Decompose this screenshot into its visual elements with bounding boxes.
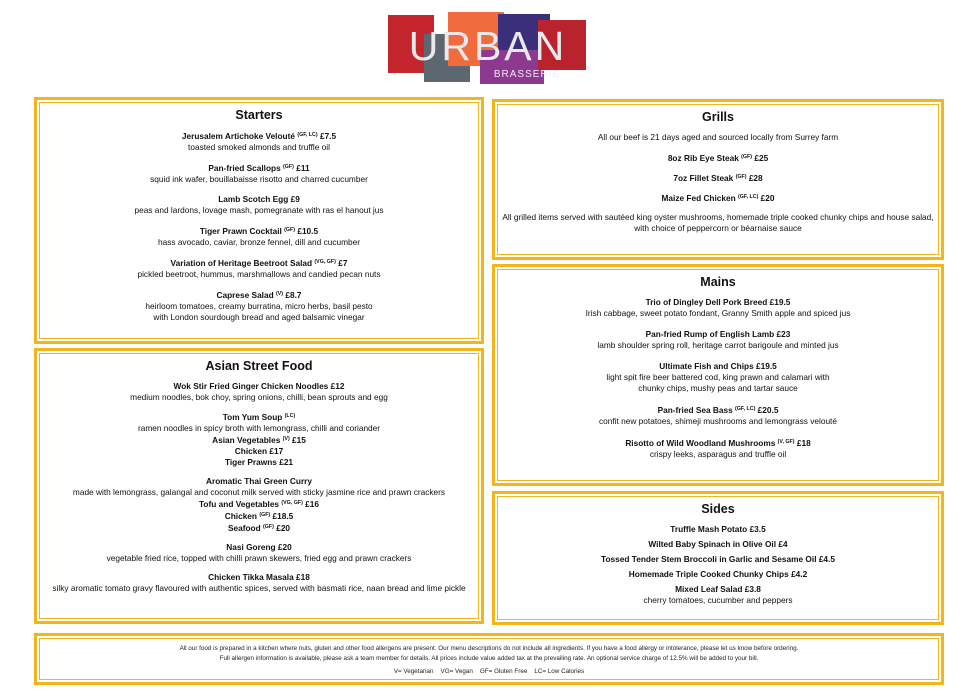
item-description: vegetable fried rice, topped with chilli prawn skewers, fried egg and prawn crackers [106,553,412,563]
item-name [40,542,478,553]
dish-price: £20 [276,523,291,533]
item-description: lamb shoulder spring roll, heritage carrot barigoule and minted jus [597,340,839,350]
starter-item [40,225,478,248]
item-name [40,446,478,457]
dish-name: Ultimate Fish and Chips [659,361,754,371]
item-name [498,437,938,449]
item-name [498,554,938,565]
grills-intro: All our beef is 21 days aged and sourced locally from Surrey farm [597,132,839,142]
dish-price: £20 [760,193,775,203]
item-name [498,404,938,416]
item-description: crispy leeks, asparagus and truffle oil [649,449,787,459]
dish-name: Tofu and Vegetables [198,499,280,509]
item-description: ramen noodles in spicy broth with lemongrass, chilli and coriander [137,423,381,433]
main-item [498,404,938,427]
dish-price: £7 [338,258,348,268]
dish-price: £9 [290,194,300,204]
item-name [40,162,478,174]
item-name [40,434,478,446]
item-name [498,569,938,580]
allergen-tags: (GF) [283,164,294,170]
side-item [498,524,938,535]
dish-price: £16 [305,499,320,509]
grills-section [492,99,944,260]
allergen-tags: (GF, LC) [297,132,318,138]
dish-name: Aromatic Thai Green Curry [205,476,313,486]
item-description: silky aromatic tomato gravy flavoured with authentic spices, served with basmati rice, naan bread and lime pickle [52,583,466,593]
item-description: peas and lardons, lovage mash, pomegranate with ras el hanout jus [134,205,384,215]
allergen-note-2: Full allergen information is available, please ask a team member for details. All prices include value added tax at the prevailing rate. An optional service charge of 12.5% will be added to your bill. [219,655,759,662]
item-name [498,524,938,535]
allergen-tags: (GF) [259,512,271,518]
grills-outro: All grilled items served with sautéed king oyster mushrooms, homemade triple cooked chunky chips and house salad, [502,212,934,222]
item-name [498,152,938,164]
main-item [498,361,938,394]
starter-item [40,194,478,216]
dish-price: £7.5 [319,131,337,141]
allergen-tags: (V, GF) [777,439,795,445]
grill-item [498,152,938,164]
starter-item [40,162,478,185]
dish-price: £4 [778,539,788,549]
item-name [40,225,478,237]
dish-price: £10.5 [297,226,319,236]
item-description: with London sourdough bread and aged balsamic vinegar [153,312,365,322]
dish-price: £18.5 [272,511,294,521]
starters-title: Starters [235,108,283,122]
dish-price: £4.5 [818,554,835,564]
mains-title: Mains [700,275,736,289]
allergen-tags: (LC) [284,413,296,419]
dish-name: Jerusalem Artichoke Velouté [181,131,296,141]
dish-name: Lamb Scotch Egg [218,194,289,204]
dish-name: Tom Yum Soup [222,412,283,422]
mains-section [492,264,944,486]
starter-item [40,257,478,280]
item-name [498,329,938,340]
dish-name: Risotto of Wild Woodland Mushrooms [625,438,776,448]
dish-name: Wok Stir Fried Ginger Chicken Noodles [173,381,329,391]
dish-name: Pan-fried Sea Bass [657,405,733,415]
dish-name: Variation of Heritage Beetroot Salad [170,258,313,268]
dish-price: £4.2 [791,569,808,579]
dish-name: Tossed Tender Stem Broccoli in Garlic and Sesame Oil [601,554,817,564]
dish-price: £28 [748,173,763,183]
sides-title: Sides [701,502,735,516]
allergen-tags: (GF) [735,174,747,180]
dish-name: Truffle Mash Potato [670,524,748,534]
dish-price: £3.8 [744,584,761,594]
dish-price: £8.7 [285,290,302,300]
item-name [40,411,478,423]
dish-price: £12 [330,381,345,391]
dish-price: £18 [796,438,811,448]
item-description: confit new potatoes, shimeji mushrooms and lemongrass velouté [599,416,837,426]
dish-price: £20.5 [757,405,779,415]
allergen-tags: (GF) [284,227,296,233]
item-description: made with lemongrass, galangal and coconut milk served with sticky jasmine rice and prawn crackers [72,487,446,497]
item-name [40,257,478,269]
item-description: squid ink wafer, bouillabaisse risotto and charred cucumber [150,174,368,184]
dish-name: Mixed Leaf Salad [675,584,743,594]
side-item [498,539,938,550]
grill-item [498,172,938,184]
dish-name: Tiger Prawns [224,457,277,467]
item-name [498,584,938,595]
starter-item [40,130,478,153]
dish-price: £20 [277,542,292,552]
item-name [40,572,478,583]
item-name [40,498,478,510]
dish-name: Asian Vegetables [212,435,281,445]
starter-item [40,289,478,323]
dish-name: Pan-fried Scallops [208,163,281,173]
item-name [40,194,478,205]
dish-name: Pan-fried Rump of English Lamb [645,329,775,339]
allergen-tags: (V) [282,436,290,442]
allergen-footer [34,633,944,685]
item-name [40,289,478,301]
item-name [498,172,938,184]
item-name [498,361,938,372]
item-name [498,297,938,308]
logo-subword: BRASSERIE [493,69,561,80]
dish-name: Homemade Triple Cooked Chunky Chips [628,569,789,579]
dish-price: £19.5 [769,297,791,307]
item-name [40,522,478,534]
dish-price: £18 [296,572,310,582]
allergen-tags: (V) [275,291,284,297]
dish-name: Nasi Goreng [226,542,276,552]
dish-name: Chicken [234,446,268,456]
dish-price: £23 [776,329,791,339]
dish-name: 7oz Fillet Steak [673,173,734,183]
grills-outro: with choice of peppercorn or béarnaise sauce [634,223,802,233]
item-name [498,539,938,550]
asian-item [40,411,478,468]
item-description: Irish cabbage, sweet potato fondant, Granny Smith apple and spiced jus [585,308,851,318]
side-item [498,554,938,565]
side-item [498,569,938,580]
item-description: chunky chips, mushy peas and tartar sauce [638,383,798,393]
dish-price: £17 [269,446,284,456]
allergen-tags: (GF, LC) [738,194,759,200]
dish-name: Trio of Dingley Dell Pork Breed [645,297,768,307]
grill-item [498,192,938,204]
main-item [498,329,938,351]
allergen-tags: (GF, LC) [735,406,756,412]
allergen-tags: (GF) [263,524,274,530]
dish-price: £15 [292,435,306,445]
dish-name: Maize Fed Chicken [661,193,736,203]
asian-item [40,542,478,564]
asian-street-food-section [34,348,484,624]
item-description: pickled beetroot, hummus, marshmallows and candied pecan nuts [137,269,381,279]
item-name [40,457,478,468]
dish-price: £3.5 [749,524,766,534]
logo-word: URBAN [408,23,568,69]
item-name [40,476,478,487]
starters-section [34,97,484,344]
item-description: hass avocado, caviar, bronze fennel, dill and cucumber [157,237,360,247]
item-description: toasted smoked almonds and truffle oil [188,142,330,152]
allergen-tags: (VG, GF) [281,500,303,506]
asian-item [40,381,478,403]
dish-name: 8oz Rib Eye Steak [667,153,739,163]
item-name [40,510,478,522]
dish-price: £21 [279,457,294,467]
side-item [498,584,938,595]
item-name [40,381,478,392]
dish-name: Seafood [227,523,261,533]
dish-price: £19.5 [756,361,777,371]
item-description: light spit fire beer battered cod, king prawn and calamari with [606,372,830,382]
side-description: cherry tomatoes, cucumber and peppers [643,595,793,605]
sides-section [492,491,944,625]
item-name [498,192,938,204]
dish-name: Wilted Baby Spinach in Olive Oil [648,539,777,549]
main-item [498,297,938,319]
allergen-tags: (GF) [741,154,753,160]
asian-item [40,572,478,594]
dish-name: Tiger Prawn Cocktail [199,226,282,236]
dish-price: £11 [296,163,310,173]
allergen-note-1: All our food is prepared in a kitchen where nuts, gluten and other food allergens are present. Our menu descriptions do not include all ingredients. If you have a food allergy or intolerance, please let us know before ordering. [179,645,799,652]
allergen-tags: (VG, GF) [314,259,336,265]
dish-name: Caprese Salad [216,290,274,300]
asian-item [40,476,478,534]
dish-name: Chicken Tikka Masala [208,572,294,582]
dish-price: £25 [754,153,769,163]
asian-title: Asian Street Food [205,359,313,373]
item-description: medium noodles, bok choy, spring onions, chilli, bean sprouts and egg [130,392,388,402]
allergen-legend: V= Vegetarian VG= Vegan GF= Gluten Free LC= Low Calories [393,668,585,675]
dish-name: Chicken [224,511,257,521]
grills-title: Grills [702,110,734,124]
main-item [498,437,938,460]
urban-brasserie-logo [388,12,588,84]
item-description: heirloom tomatoes, creamy burratina, micro herbs, basil pesto [145,301,373,311]
item-name [40,130,478,142]
